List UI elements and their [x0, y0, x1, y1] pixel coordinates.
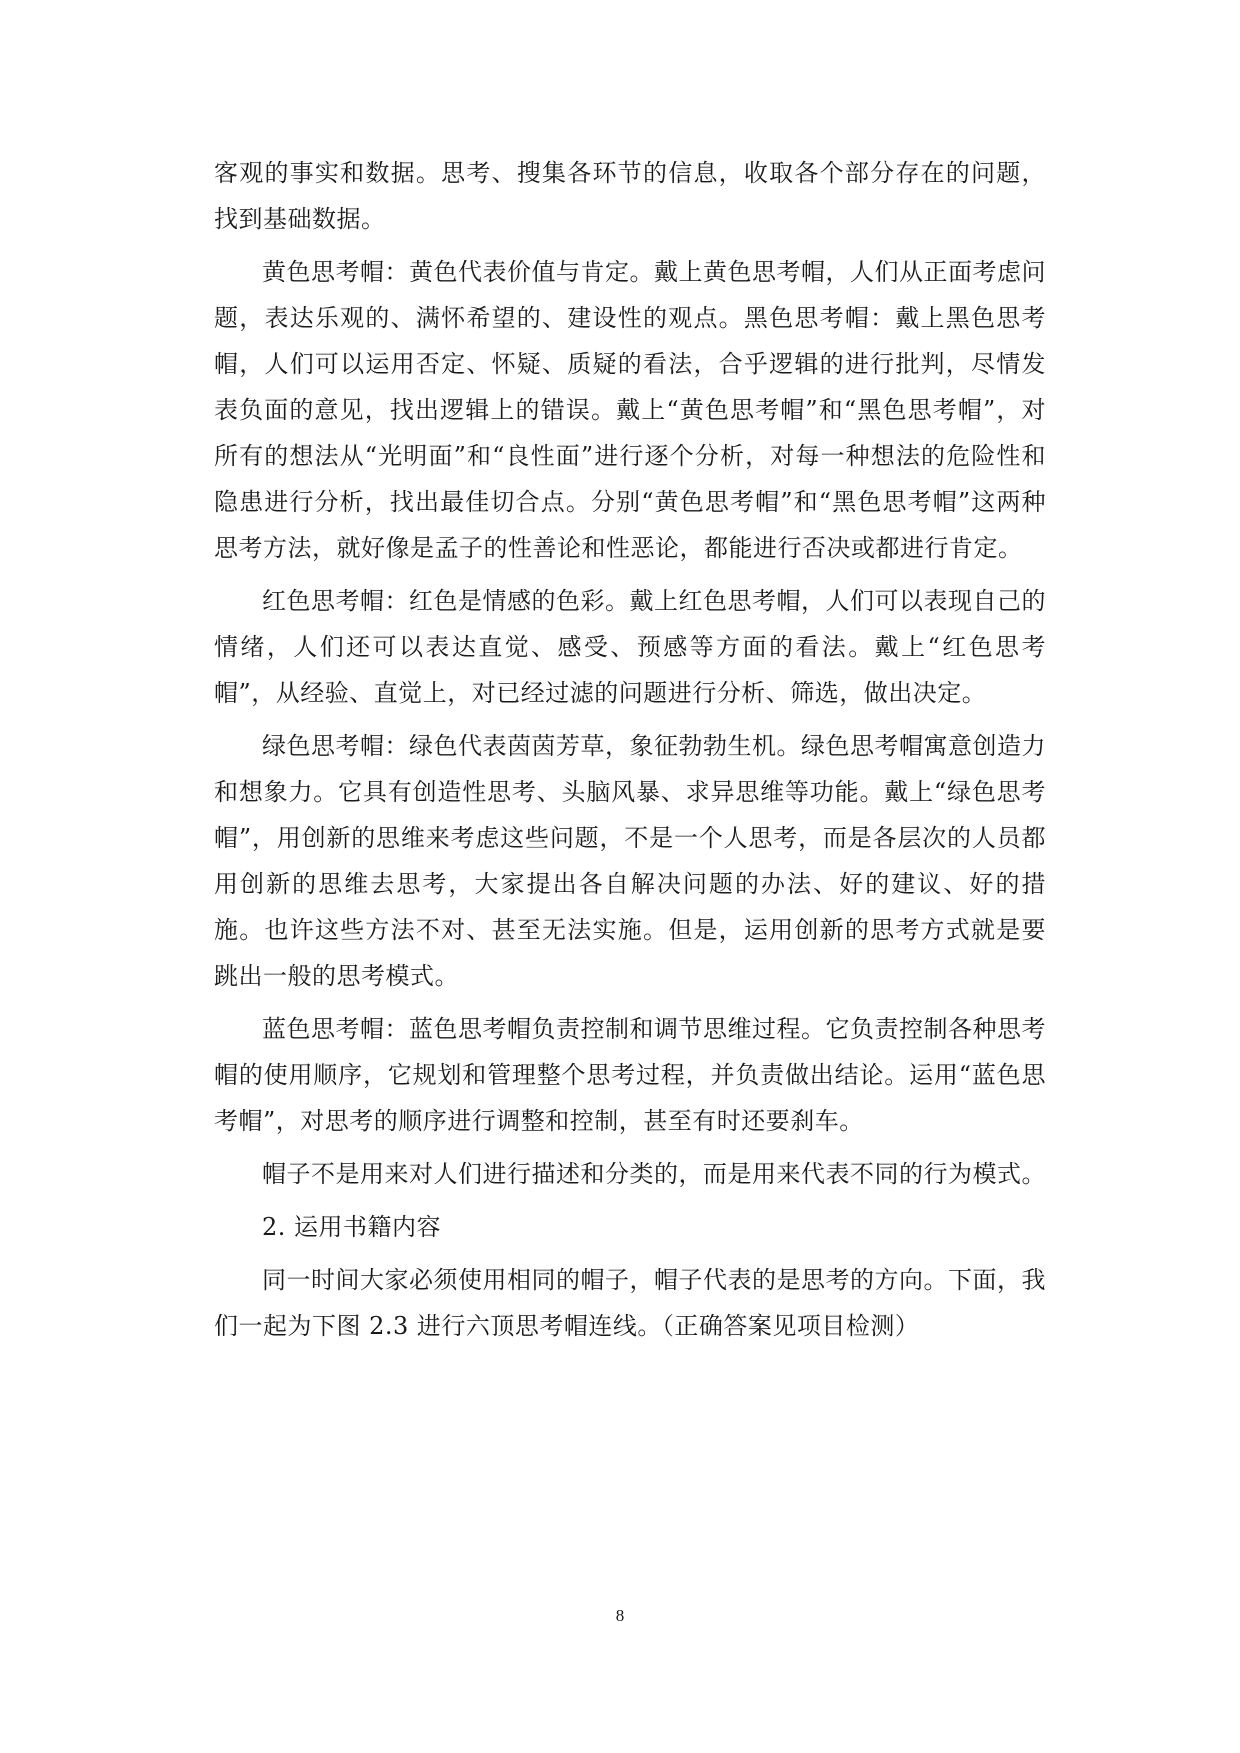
paragraph-yellow-black-hat: 黄色思考帽：黄色代表价值与肯定。戴上黄色思考帽，人们从正面考虑问题，表达乐观的、满怀希望的、建设性的观点。黑色思考帽：戴上黑色思考帽，人们可以运用否定、怀疑、质疑的看法，合乎逻辑的进行批判，尽情发表负面的意见，找出逻辑上的错误。戴上“黄色思考帽”和“黑色思考帽”，对所有的想法从“光明面”和“良性面”进行逐个分析，对每一种想法的危险性和隐患进行分析，找出最佳切合点。分别“黄色思考帽”和“黑色思考帽”这两种思考方法，就好像是孟子的性善论和性恶论，都能进行否决或都进行肯定。: [214, 258, 1046, 562]
paragraph-hat-purpose: 帽子不是用来对人们进行描述和分类的，而是用来代表不同的行为模式。: [262, 1160, 1046, 1188]
section-heading: 2. 运用书籍内容: [262, 1213, 442, 1241]
paragraph-red-hat: 红色思考帽：红色是情感的色彩。戴上红色思考帽，人们可以表现自己的情绪，人们还可以表达直觉、感受、预感等方面的看法。戴上“红色思考帽”，从经验、直觉上，对已经过滤的问题进行分析、筛选，做出决定。: [214, 587, 1046, 707]
paragraph-continuation: 客观的事实和数据。思考、搜集各环节的信息，收取各个部分存在的问题，找到基础数据。: [214, 159, 1046, 233]
body-text: [214, 150, 1046, 1356]
page-number: 8: [615, 1606, 625, 1625]
paragraph-blue-hat: 蓝色思考帽：蓝色思考帽负责控制和调节思维过程。它负责控制各种思考帽的使用顺序，它规划和管理整个思考过程，并负责做出结论。运用“蓝色思考帽”，对思考的顺序进行调整和控制，甚至有时还要刹车。: [214, 1015, 1046, 1135]
paragraph-exercise: 同一时间大家必须使用相同的帽子，帽子代表的是思考的方向。下面，我们一起为下图 2.3 进行六顶思考帽连线。（正确答案见项目检测）: [214, 1266, 1046, 1340]
paragraph-green-hat: 绿色思考帽：绿色代表茵茵芳草，象征勃勃生机。绿色思考帽寓意创造力和想象力。它具有创造性思考、头脑风暴、求异思维等功能。戴上“绿色思考帽”，用创新的思维来考虑这些问题，不是一个人思考，而是各层次的人员都用创新的思维去思考，大家提出各自解决问题的办法、好的建议、好的措施。也许这些方法不对、甚至无法实施。但是，运用创新的思考方式就是要跳出一般的思考模式。: [214, 732, 1046, 990]
